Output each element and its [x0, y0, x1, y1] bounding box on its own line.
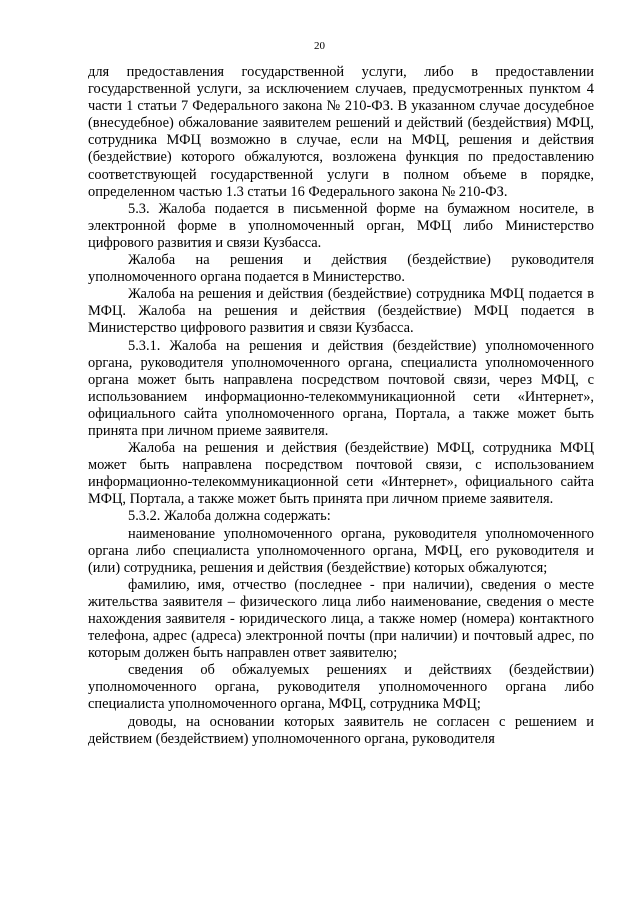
paragraph: Жалоба на решения и действия (бездействие) сотрудника МФЦ подается в МФЦ. Жалоба на решения и действия (бездействие) МФЦ подается в Министерство цифрового развития и связи Кузбасса. — [88, 286, 594, 337]
paragraph: 5.3.2. Жалоба должна содержать: — [128, 508, 331, 525]
paragraph: для предоставления государственной услуги, либо в предоставлении государственной услуги, за исключением случаев, предусмотренных пунктом 4 части 1 статьи 7 Федерального закона № 210-ФЗ. В указанном случае досудебное (внесудебное) обжалование заявителем решений и действий (бездействия) МФЦ, сотрудника МФЦ возможно в случае, если на МФЦ, решения и действия (бездействие) которого обжалуются, возложена функция по предоставлению соответствующей государственной услуги в полном объеме в порядке, определенном частью 1.3 статьи 16 Федерального закона № 210-ФЗ. — [88, 64, 594, 200]
paragraph: доводы, на основании которых заявитель не согласен с решением и действием (бездействием) уполномоченного органа, руководителя — [88, 713, 594, 747]
paragraph: Жалоба на решения и действия (бездействие) МФЦ, сотрудника МФЦ может быть направлена посредством почтовой связи, с использованием информационно-телекоммуникационной сети «Интернет», официального сайта МФЦ, Портала, а также может быть принята при личном приеме заявителя. — [88, 440, 594, 508]
paragraph: наименование уполномоченного органа, руководителя уполномоченного органа либо специалиста уполномоченного органа, МФЦ, его руководителя и (или) сотрудника, решения и действия (бездействие) которых обжалуются; — [88, 525, 594, 576]
document-body — [88, 64, 594, 748]
paragraph: сведения об обжалуемых решениях и действиях (бездействии) уполномоченного органа, руководителя уполномоченного органа либо специалиста уполномоченного органа, МФЦ, сотрудника МФЦ; — [88, 662, 594, 713]
paragraph: Жалоба на решения и действия (бездействие) руководителя уполномоченного органа подается в Министерство. — [88, 252, 594, 286]
page-number: 20 — [314, 40, 325, 52]
paragraph: 5.3.1. Жалоба на решения и действия (бездействие) уполномоченного органа, руководителя уполномоченного органа, специалиста уполномоченного органа может быть направлена посредством почтовой связи, через МФЦ, с использованием информационно-телекоммуникационной сети «Интернет», официального сайта уполномоченного органа, Портала, а также может быть принята при личном приеме заявителя. — [88, 337, 594, 439]
paragraph: фамилию, имя, отчество (последнее - при наличии), сведения о месте жительства заявителя – физического лица либо наименование, сведения о месте нахождения заявителя - юридического лица, а также номер (номера) контактного телефона, адрес (адреса) электронной почты (при наличии) и почтовый адрес, по которым должен быть направлен ответ заявителю; — [88, 576, 594, 662]
paragraph: 5.3. Жалоба подается в письменной форме на бумажном носителе, в электронной форме в уполномоченный орган, МФЦ либо Министерство цифрового развития и связи Кузбасса. — [88, 200, 594, 251]
